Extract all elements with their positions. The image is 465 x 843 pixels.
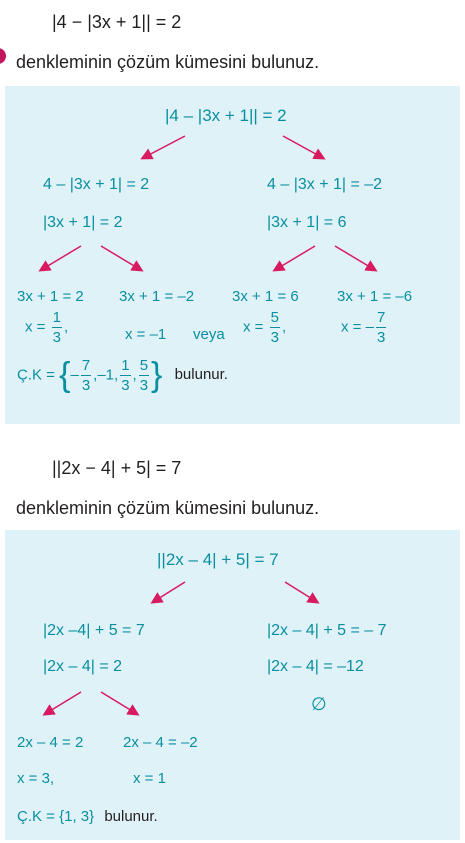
p1-solution-4: x = – $\frac{7}{3}$ (341, 309, 386, 346)
p1-right-case: 4 – |3x + 1| = –2 (267, 176, 383, 193)
p1-top-equation: |4 – |3x + 1|| = 2 (165, 106, 287, 125)
p2-sub-eq-2: 2x – 4 = –2 (123, 734, 198, 751)
p1-sub-eq-2: 3x + 1 = –2 (119, 288, 195, 305)
arrow-line (41, 246, 81, 270)
p1-veya: veya (193, 326, 225, 343)
bullet-marker (0, 48, 6, 64)
problem1-equation: |4 − |3x + 1|| = 2 (52, 12, 182, 32)
p1-solution-set: Ç.K = {– $\frac{7}{3}$ ,–1, $\frac{1}{3}$ , $\frac{5}{3}$ } bulunur. (17, 356, 228, 394)
p1-sub-eq-4: 3x + 1 = –6 (337, 288, 413, 305)
arrow-line (285, 582, 317, 602)
p1-solution-3: x = $\frac{5}{3}$ , (243, 309, 287, 346)
problem2-equation: ||2x − 4| + 5| = 7 (52, 458, 182, 478)
arrow-line (101, 246, 141, 270)
p1-solution-2: x = –1 (125, 326, 167, 343)
p1-right-abs: |3x + 1| = 6 (267, 214, 347, 231)
p2-left-case: |2x –4| + 5 = 7 (43, 622, 145, 639)
p1-solution-1: x = $\frac{1}{3}$ , (25, 309, 69, 346)
p1-sub-eq-1: 3x + 1 = 2 (17, 288, 84, 305)
problem1-instruction: denkleminin çözüm kümesini bulunuz. (16, 52, 320, 72)
problem2-instruction: denkleminin çözüm kümesini bulunuz. (16, 498, 320, 518)
solution-panel-2 (5, 530, 460, 840)
arrow-line (45, 692, 81, 714)
p1-left-abs: |3x + 1| = 2 (43, 214, 123, 231)
arrow-line (283, 136, 323, 158)
p2-branch-arrows (5, 530, 460, 840)
p2-left-abs: |2x – 4| = 2 (43, 658, 123, 675)
p2-top-equation: ||2x – 4| + 5| = 7 (157, 550, 279, 569)
p2-sub-eq-1: 2x – 4 = 2 (17, 734, 84, 751)
p1-left-case: 4 – |3x + 1| = 2 (43, 176, 150, 193)
p1-sub-eq-3: 3x + 1 = 6 (232, 288, 299, 305)
arrow-line (335, 246, 375, 270)
p1-branch-arrows (5, 86, 460, 424)
arrow-line (101, 692, 137, 714)
arrow-line (143, 136, 185, 158)
p2-solution-1: x = 3, (17, 770, 55, 787)
p2-right-case: |2x – 4| + 5 = – 7 (267, 622, 387, 639)
p2-solution-2: x = 1 (133, 770, 166, 787)
p2-empty-set: ∅ (311, 694, 327, 714)
p2-solution-set: Ç.K = {1, 3} bulunur. (17, 808, 158, 825)
p2-right-abs: |2x – 4| = –12 (267, 658, 364, 675)
arrow-line (275, 246, 315, 270)
solution-panel-1 (5, 86, 460, 424)
arrow-line (153, 582, 185, 602)
